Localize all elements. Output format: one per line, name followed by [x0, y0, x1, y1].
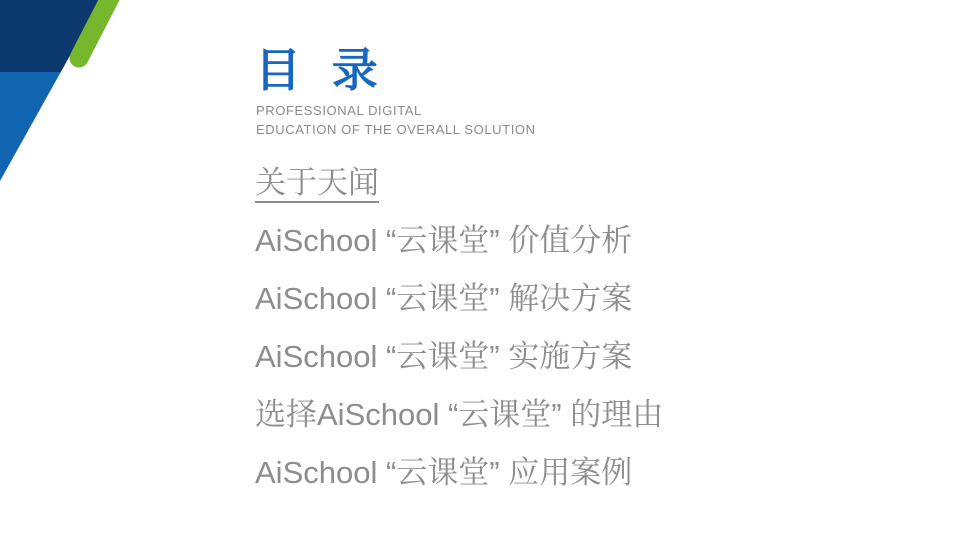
toc-item — [255, 212, 663, 270]
toc-item — [255, 270, 663, 328]
page-title: 目 录 — [255, 44, 387, 96]
toc-list — [255, 154, 663, 502]
blue-triangle-shape — [0, 72, 61, 181]
page-subtitle — [256, 101, 536, 139]
toc-item — [255, 328, 663, 386]
toc-item-implementation: AiSchool “云课堂” 实施方案 — [255, 339, 633, 374]
toc-item-link-about[interactable]: 关于天闻 — [255, 165, 379, 203]
toc-item-reasons: 选择AiSchool “云课堂” 的理由 — [255, 397, 664, 432]
subtitle-line-1: PROFESSIONAL DIGITAL — [256, 103, 422, 118]
corner-decoration — [0, 0, 130, 190]
toc-item — [255, 444, 663, 502]
toc-item — [255, 386, 663, 444]
toc-item-value-analysis: AiSchool “云课堂” 价值分析 — [255, 223, 633, 258]
toc-item-solution: AiSchool “云课堂” 解决方案 — [255, 281, 633, 316]
subtitle-line-2: EDUCATION OF THE OVERALL SOLUTION — [256, 122, 536, 137]
toc-item — [255, 154, 663, 212]
toc-item-use-cases: AiSchool “云课堂” 应用案例 — [255, 455, 633, 490]
